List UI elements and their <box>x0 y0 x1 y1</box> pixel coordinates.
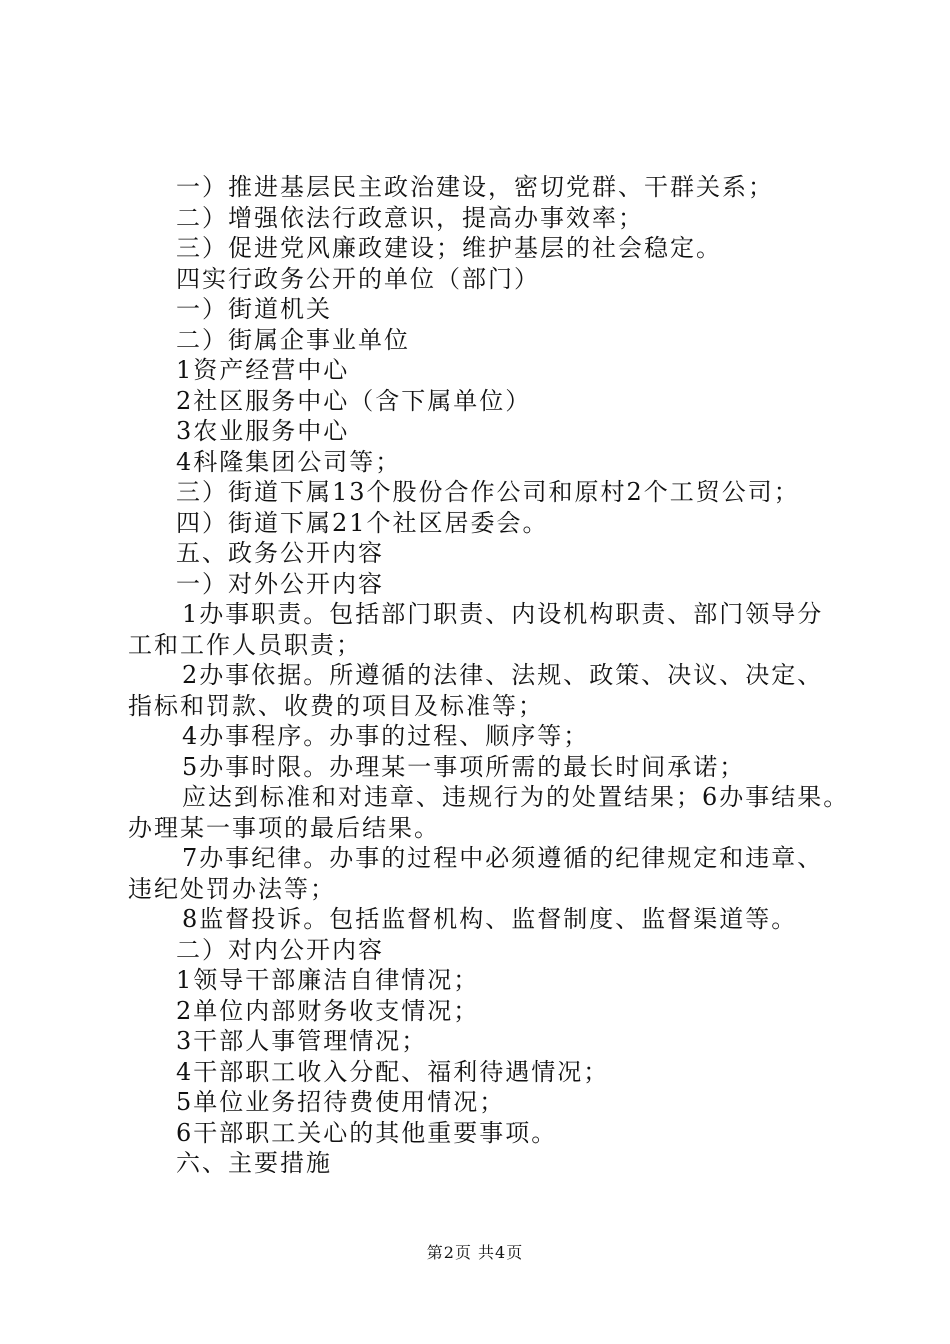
page-number-label: 第2页 共4页 <box>426 1243 524 1262</box>
text-line: 办理某一事项的最后结果。 <box>128 813 440 842</box>
text-line: 一）推进基层民主政治建设，密切党群、干群关系； <box>176 173 774 201</box>
text-line: 二）增强依法行政意识，提高办事效率； <box>176 203 644 232</box>
text-line: 一）对外公开内容 <box>176 569 384 598</box>
text-line: 2单位内部财务收支情况； <box>176 996 480 1025</box>
text-line: 5办事时限。办理某一事项所需的最长时间承诺； <box>182 752 746 781</box>
text-line: 4干部职工收入分配、福利待遇情况； <box>176 1057 610 1086</box>
text-line: 2社区服务中心（含下属单位） <box>176 386 532 415</box>
text-line: 指标和罚款、收费的项目及标准等； <box>128 691 544 720</box>
text-line: 2办事依据。所遵循的法律、法规、政策、决议、决定、 <box>182 661 824 689</box>
text-line: 1领导干部廉洁自律情况； <box>176 966 480 994</box>
text-line: 二）街属企事业单位 <box>176 325 410 354</box>
text-line: 6干部职工关心的其他重要事项。 <box>176 1118 558 1147</box>
text-line: 1资产经营中心 <box>176 356 350 384</box>
text-line: 4办事程序。办事的过程、顺序等； <box>182 722 590 750</box>
text-line: 4科隆集团公司等； <box>176 447 402 476</box>
document-body <box>128 172 850 1179</box>
text-line: 一）街道机关 <box>176 295 332 323</box>
text-line: 二）对内公开内容 <box>176 935 384 964</box>
text-line: 四）街道下属21个社区居委会。 <box>176 508 549 537</box>
text-line: 1办事职责。包括部门职责、内设机构职责、部门领导分 <box>182 600 824 628</box>
text-line: 3农业服务中心 <box>176 417 350 445</box>
page-footer <box>0 1243 950 1263</box>
section-heading: 五、政务公开内容 <box>176 539 384 567</box>
text-line: 工和工作人员职责； <box>128 630 362 659</box>
text-line: 三）促进党风廉政建设；维护基层的社会稳定。 <box>176 234 722 262</box>
text-line: 三）街道下属13个股份合作公司和原村2个工贸公司； <box>176 478 800 506</box>
text-line: 7办事纪律。办事的过程中必须遵循的纪律规定和违章、 <box>182 844 824 872</box>
text-line: 应达到标准和对违章、违规行为的处置结果；6办事结果。 <box>182 783 850 811</box>
text-line: 3干部人事管理情况； <box>176 1027 428 1055</box>
text-line: 5单位业务招待费使用情况； <box>176 1088 506 1116</box>
text-line: 8监督投诉。包括监督机构、监督制度、监督渠道等。 <box>182 905 798 933</box>
text-line: 违纪处罚办法等； <box>128 874 336 903</box>
section-heading: 四实行政务公开的单位（部门） <box>176 264 540 293</box>
section-heading: 六、主要措施 <box>176 1149 332 1177</box>
